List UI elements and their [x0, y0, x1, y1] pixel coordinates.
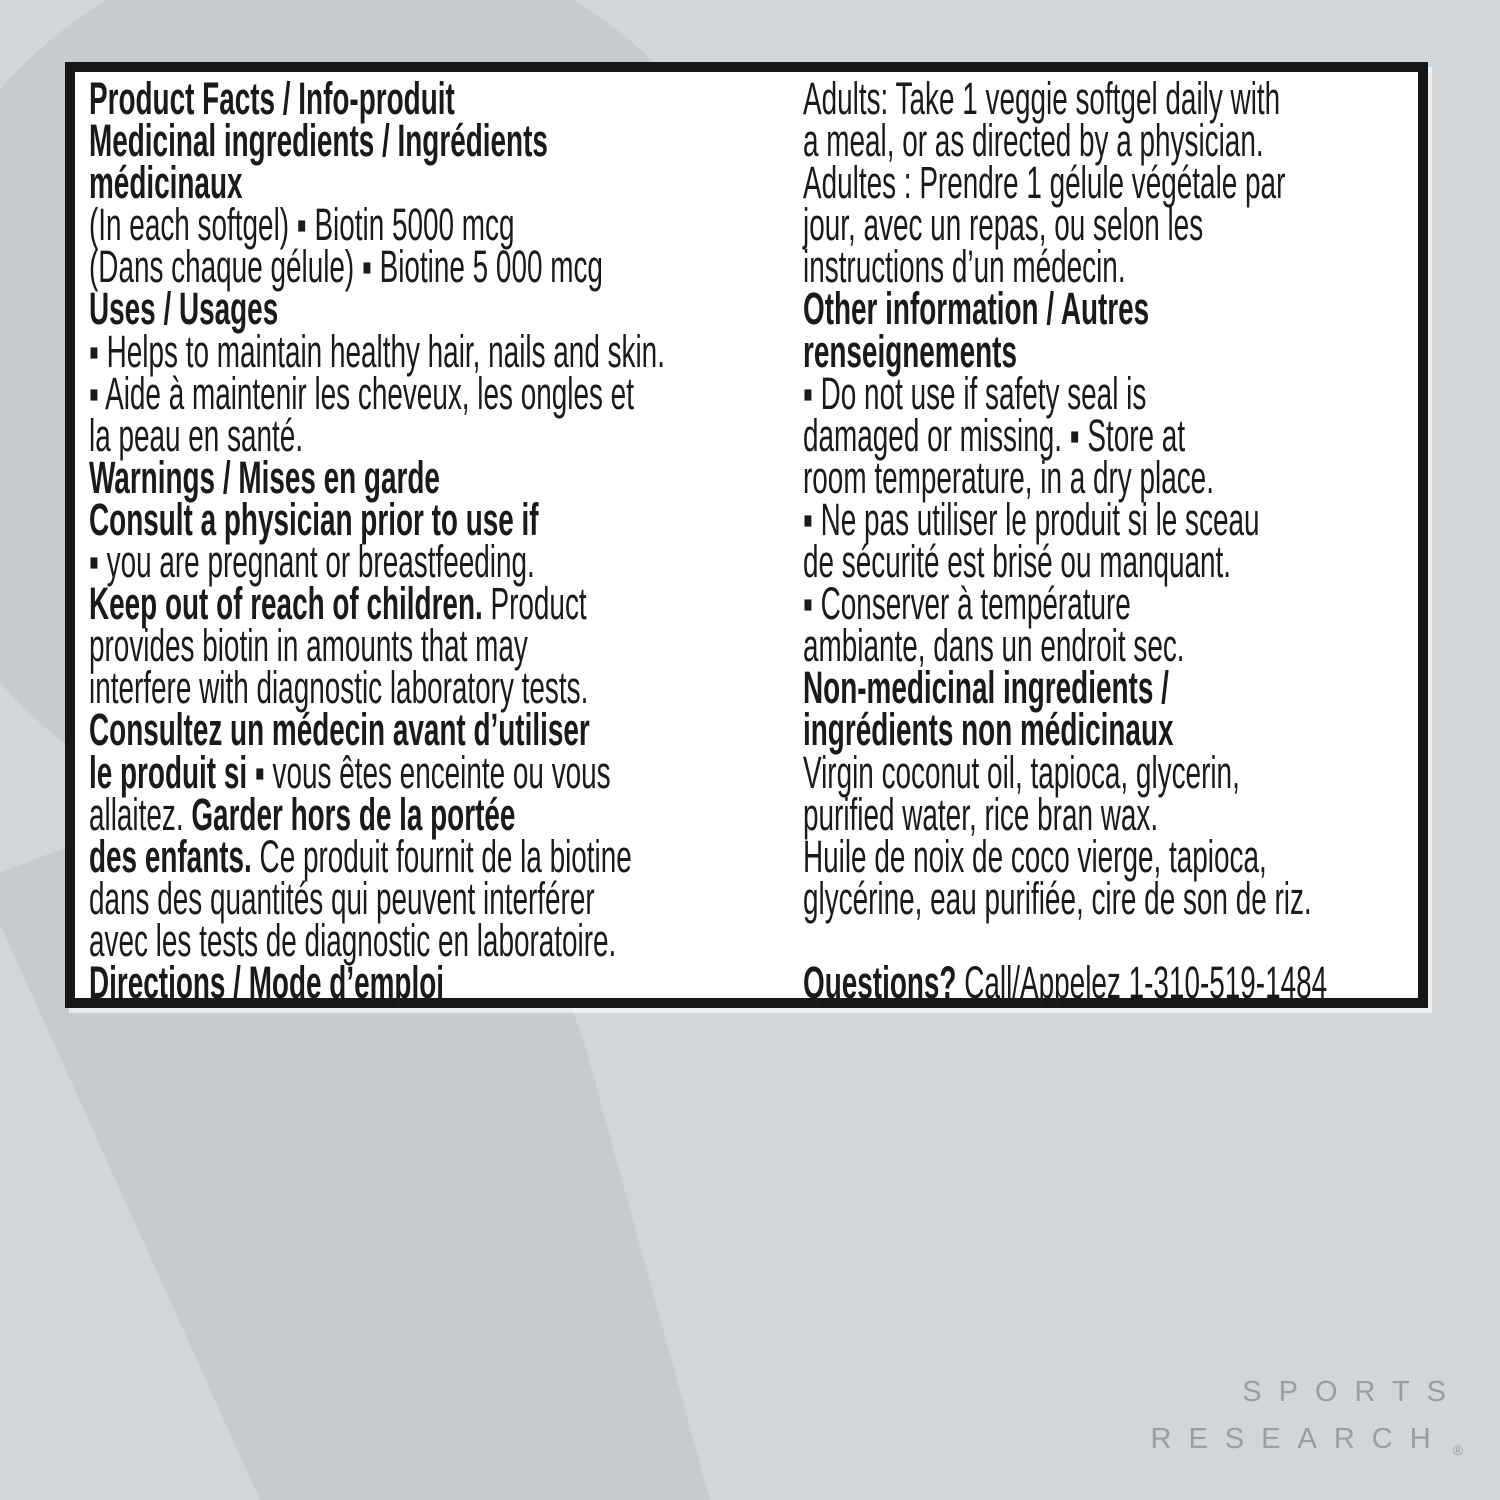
- text-segment: ▪ Helps to maintain healthy hair, nails and skin.: [89, 325, 665, 377]
- text-line: [803, 746, 1423, 798]
- text-segment: ▪ Do not use if safety seal is: [803, 367, 1147, 419]
- bold-text-segment: Questions?: [803, 956, 957, 1008]
- text-segment: ▪ Conserver à température: [803, 578, 1131, 630]
- text-segment: a meal, or as directed by a physician.: [803, 115, 1264, 167]
- bold-text-segment: Garder hors de la portée: [191, 788, 516, 840]
- text-line: [803, 830, 1423, 882]
- bold-text-segment: Directions / Mode d’emploi: [89, 956, 444, 1008]
- text-line: [803, 578, 1423, 630]
- bold-text-segment: Medicinal ingredients / Ingrédients: [89, 115, 548, 167]
- text-segment: Product: [482, 578, 587, 630]
- registered-trademark-icon: ®: [1452, 1442, 1463, 1458]
- text-segment: la peau en santé.: [89, 409, 304, 461]
- text-segment: ▪ you are pregnant or breastfeeding.: [89, 536, 535, 588]
- text-line: [89, 493, 802, 545]
- text-line: [89, 115, 802, 167]
- text-line: [803, 493, 1423, 545]
- text-segment: damaged or missing. ▪ Store at: [803, 409, 1186, 461]
- text-line: [803, 451, 1423, 503]
- text-segment: Adults: Take 1 veggie softgel daily with: [803, 73, 1281, 124]
- text-line: [803, 115, 1423, 167]
- bold-text-segment: Consultez un médecin avant d’utiliser: [89, 704, 590, 756]
- text-segment: dans des quantités qui peuvent interférer: [89, 872, 595, 924]
- text-line: [803, 536, 1423, 588]
- text-segment: de sécurité est brisé ou manquant.: [803, 536, 1232, 588]
- text-line: [803, 872, 1423, 924]
- text-segment: instructions d’un médecin.: [803, 241, 1126, 293]
- text-segment: Virgin coconut oil, tapioca, glycerin,: [803, 746, 1240, 798]
- text-line: [89, 157, 802, 209]
- right-column: [803, 73, 1423, 1008]
- text-line: [89, 451, 802, 503]
- text-line: [89, 872, 802, 924]
- text-segment: avec les tests de diagnostic en laboratoire.: [89, 914, 617, 966]
- bold-text-segment: renseignements: [803, 325, 1017, 377]
- product-facts-panel: [65, 62, 1428, 1008]
- brand-word-sports: SPORTS: [1242, 1376, 1463, 1408]
- text-segment: purified water, rice bran wax.: [803, 788, 1159, 840]
- text-segment: glycérine, eau purifiée, cire de son de riz.: [803, 872, 1312, 924]
- bold-text-segment: médicinaux: [89, 157, 243, 209]
- text-segment: (Dans chaque gélule) ▪ Biotine 5 000 mcg: [89, 241, 603, 293]
- text-line: [89, 956, 802, 1008]
- brand-word-research: [1151, 1416, 1463, 1474]
- bold-text-segment: Other information / Autres: [803, 283, 1150, 335]
- text-segment: ▪ vous êtes enceinte ou vous: [247, 746, 611, 798]
- text-line: [89, 662, 802, 714]
- text-line: [89, 620, 802, 672]
- bold-text-segment: Warnings / Mises en garde: [89, 451, 440, 503]
- sports-research-logo: [1150, 1369, 1463, 1474]
- text-line: [803, 788, 1423, 840]
- text-line: [803, 199, 1423, 251]
- bold-text-segment: ingrédients non médicinaux: [803, 704, 1174, 756]
- brand-word-research-text: RESEARCH: [1150, 1423, 1448, 1455]
- text-line: [89, 704, 802, 756]
- text-line: [803, 620, 1423, 672]
- text-segment: Adultes : Prendre 1 gélule végétale par: [803, 157, 1286, 209]
- text-line: [89, 199, 802, 251]
- text-line: [89, 914, 802, 966]
- text-segment: provides biotin in amounts that may: [89, 620, 528, 672]
- text-segment: jour, avec un repas, ou selon les: [803, 199, 1204, 251]
- bold-text-segment: Uses / Usages: [89, 283, 279, 335]
- text-line: [89, 409, 802, 461]
- text-line: [89, 578, 802, 630]
- text-segment: (In each softgel) ▪ Biotin 5000 mcg: [89, 199, 515, 251]
- text-line: [803, 920, 1423, 962]
- text-segment: room temperature, in a dry place.: [803, 451, 1214, 503]
- text-line: [803, 704, 1423, 756]
- bold-text-segment: Keep out of reach of children.: [89, 578, 483, 630]
- text-line: [803, 325, 1423, 377]
- text-line: [89, 536, 802, 588]
- text-line: [89, 283, 802, 335]
- text-line: [803, 241, 1423, 293]
- text-line: [803, 662, 1423, 714]
- text-line: [803, 73, 1423, 124]
- text-segment: ▪ Ne pas utiliser le produit si le sceau: [803, 493, 1260, 545]
- text-segment: ▪ Aide à maintenir les cheveux, les ongles et: [89, 367, 634, 419]
- text-line: [803, 367, 1423, 419]
- bold-text-segment: Non-medicinal ingredients /: [803, 662, 1169, 714]
- text-segment: Ce produit fournit de la biotine: [251, 830, 632, 882]
- text-line: [89, 746, 802, 798]
- text-segment: ambiante, dans un endroit sec.: [803, 620, 1185, 672]
- text-line: [89, 367, 802, 419]
- text-line: [89, 788, 802, 840]
- text-line: [803, 157, 1423, 209]
- text-line: [89, 73, 802, 124]
- left-column: [89, 73, 802, 1008]
- text-line: [803, 956, 1423, 1008]
- bold-text-segment: Consult a physician prior to use if: [89, 493, 539, 545]
- bold-text-segment: Product Facts / Info-produit: [89, 73, 455, 124]
- text-segment: Huile de noix de coco vierge, tapioca,: [803, 830, 1267, 882]
- text-segment: Call/Appelez 1-310-519-1484: [956, 956, 1328, 1008]
- text-line: [89, 325, 802, 377]
- text-segment: interfere with diagnostic laboratory tests.: [89, 662, 589, 714]
- text-line: [89, 830, 802, 882]
- text-segment: allaitez.: [89, 788, 192, 840]
- text-line: [803, 409, 1423, 461]
- text-line: [89, 241, 802, 293]
- bold-text-segment: des enfants.: [89, 830, 252, 882]
- bold-text-segment: le produit si: [89, 746, 248, 798]
- text-line: [803, 283, 1423, 335]
